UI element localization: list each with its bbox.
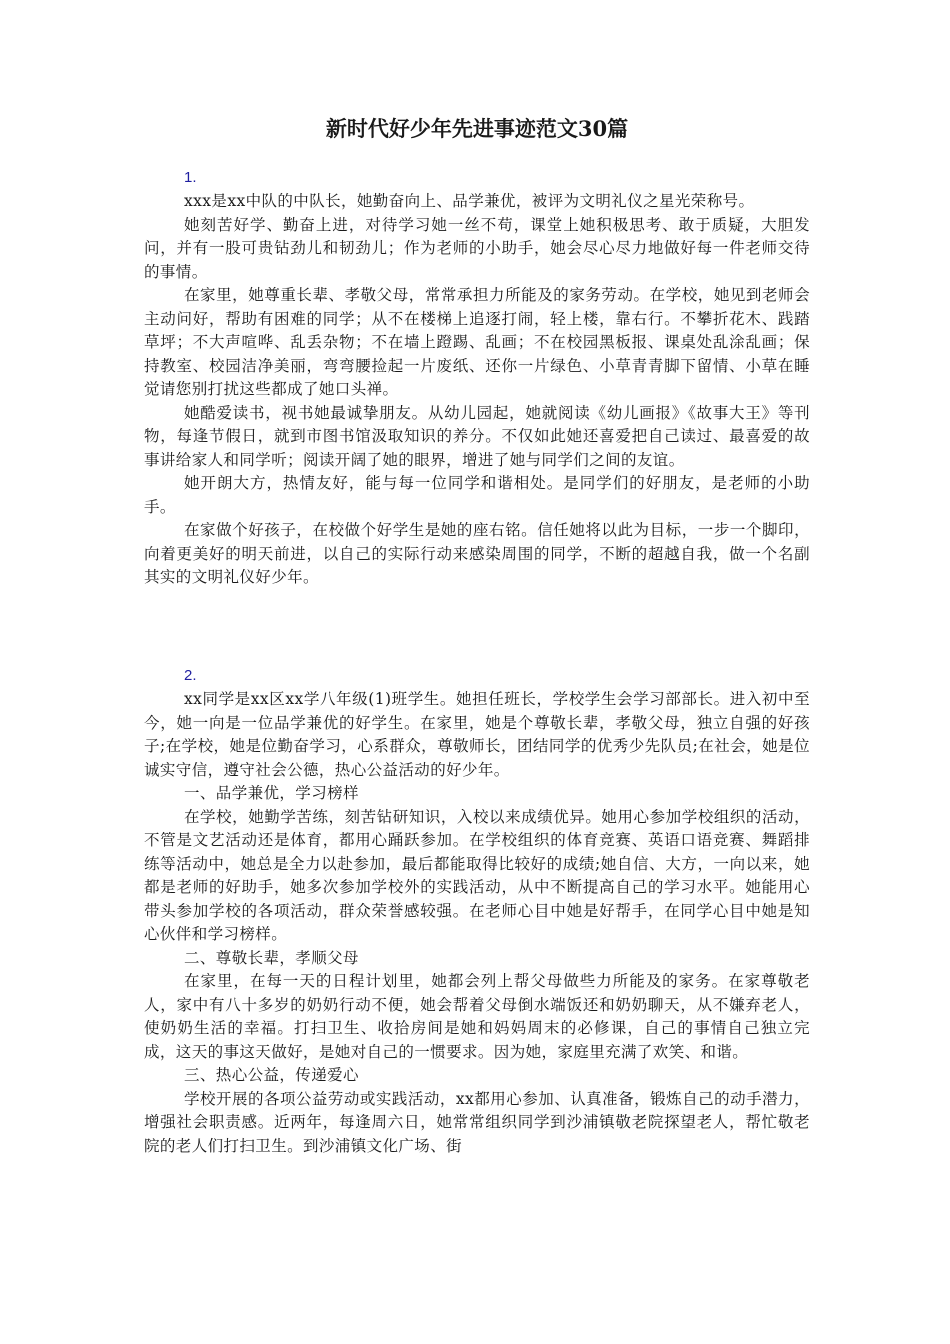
section-number: 1. (184, 169, 197, 186)
paragraph: 在家里，在每一天的日程计划里，她都会列上帮父母做些力所能及的家务。在家尊敬老人，家中有八十多岁的奶奶行动不便，她会帮着父母倒水端饭还和奶奶聊天，从不嫌弃老人，使奶奶生活的幸福。打扫卫生、收拾房间是她和妈妈周末的必修课，自己的事情自己独立完成，这天的事这天做好，是她对自己的一惯要求。因为她，家庭里充满了欢笑、和谐。 (144, 972, 810, 1061)
paragraph: 她开朗大方，热情友好，能与每一位同学和谐相处。是同学们的好朋友，是老师的小助手。 (144, 474, 810, 516)
subheading: 一、品学兼优，学习榜样 (184, 784, 359, 802)
paragraph: xxx是xx中队的中队长，她勤奋向上、品学兼优，被评为文明礼仪之星光荣称号。 (184, 192, 755, 210)
paragraph: 在学校，她勤学苦练，刻苦钻研知识，入校以来成绩优异。她用心参加学校组织的活动，不管是文艺活动还是体育，都用心踊跃参加。在学校组织的体育竞赛、英语口语竞赛、舞蹈排练等活动中，她总是全力以赴参加，最后都能取得比较好的成绩;她自信、大方，一向以来，她都是老师的好助手，她多次参加学校外的实践活动，从中不断提高自己的学习水平。她能用心带头参加学校的各项活动，群众荣誉感较强。在老师心目中她是好帮手，在同学心目中她是知心伙伴和学习榜样。 (144, 807, 810, 943)
paragraph: 在家里，她尊重长辈、孝敬父母，常常承担力所能及的家务劳动。在学校，她见到老师会主动问好，帮助有困难的同学；从不在楼梯上追逐打闹，轻上楼，靠右行。不攀折花木、践踏草坪；不大声喧哗、乱丢杂物；不在墙上蹬踢、乱画；不在校园黑板报、课桌处乱涂乱画；保持教室、校园洁净美丽，弯弯腰捡起一片废纸、还你一片绿色、小草青青脚下留情、小草在睡觉请您别打扰这些都成了她口头禅。 (144, 286, 810, 398)
paragraph: 她酷爱读书，视书她最诚挚朋友。从幼儿园起，她就阅读《幼儿画报》《故事大王》等刊物，每逢节假日，就到市图书馆汲取知识的养分。不仅如此她还喜爱把自己读过、最喜爱的故事讲给家人和同学听；阅读开阔了她的眼界，增进了她与同学们之间的友谊。 (144, 403, 810, 469)
section-1 (144, 166, 810, 590)
paragraph: 她刻苦好学、勤奋上进，对待学习她一丝不苟，课堂上她积极思考、敢于质疑，大胆发问，并有一股可贵钻劲儿和韧劲儿；作为老师的小助手，她会尽心尽力地做好每一件老师交待的事情。 (144, 215, 810, 281)
section-2 (144, 664, 810, 1158)
section-number: 2. (184, 667, 197, 684)
paragraph: xx同学是xx区xx学八年级(1)班学生。她担任班长，学校学生会学习部部长。进入初中至今，她一向是一位品学兼优的好学生。在家里，她是个尊敬长辈，孝敬父母，独立自强的好孩子;在学校，她是位勤奋学习，心系群众，尊敬师长，团结同学的优秀少先队员;在社会，她是位诚实守信，遵守社会公德，热心公益活动的好少年。 (144, 690, 810, 779)
paragraph: 学校开展的各项公益劳动或实践活动，xx都用心参加、认真准备，锻炼自己的动手潜力，增强社会职责感。近两年，每逢周六日，她常常组织同学到沙浦镇敬老院探望老人，帮忙敬老院的老人们打扫卫生。到沙浦镇文化广场、街 (144, 1089, 810, 1155)
paragraph: 在家做个好孩子，在校做个好学生是她的座右铭。信任她将以此为目标，一步一个脚印，向着更美好的明天前进，以自己的实际行动来感染周围的同学，不断的超越自我，做一个名副其实的文明礼仪好少年。 (144, 521, 810, 586)
document-title: 新时代好少年先进事迹范文30篇 (325, 116, 629, 141)
subheading: 三、热心公益，传递爱心 (184, 1066, 359, 1084)
subheading: 二、尊敬长辈，孝顺父母 (184, 948, 359, 967)
